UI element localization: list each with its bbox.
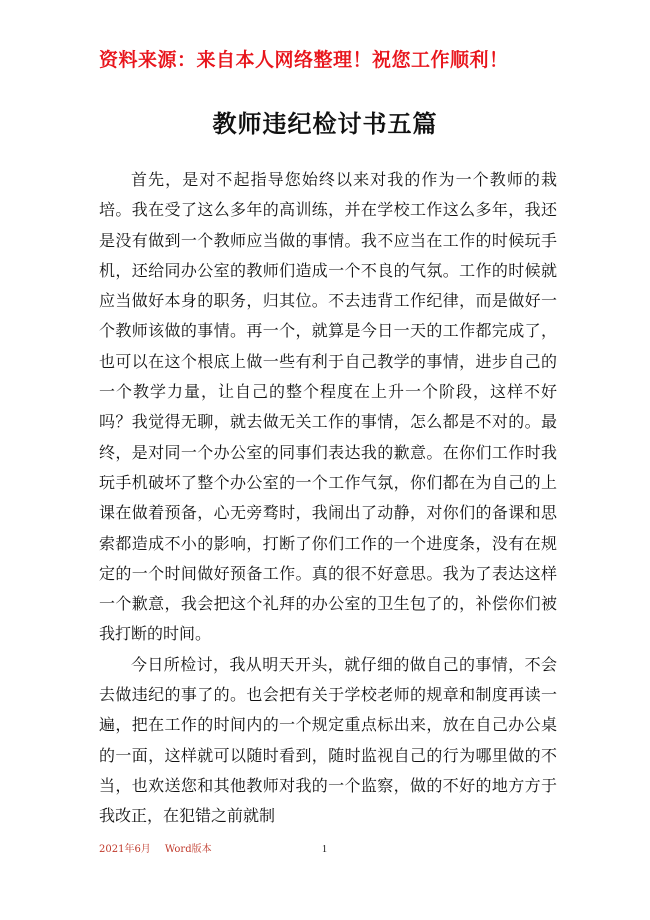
footer-date: 2021年6月: [99, 844, 151, 855]
footer-version: Word版本: [164, 844, 212, 855]
paragraph-2: 今日所检讨，我从明天开头，就仔细的做自己的事情，不会去做违纪的事了的。也会把有关于学校老师的规章和制度再读一遍，把在工作的时间内的一个规定重点标出来，放在自己办公桌的一面，这样就可以随时看到，随时监视自己的行为哪里做的不当，也欢送您和其他教师对我的一个监察，做的不好的地方方于我改正，在犯错之前就制: [99, 654, 557, 826]
page-number: 1: [322, 844, 327, 855]
document-title: 教师违纪检讨书五篇: [212, 109, 438, 138]
paragraph-1: 首先，是对不起指导您始终以来对我的作为一个教师的栽培。我在受了这么多年的高训练，并在学校工作这么多年，我还是没有做到一个教师应当做的事情。我不应当在工作的时候玩手机，还给同办公室的教师们造成一个不良的气氛。工作的时候就应当做好本身的职务，归其位。不去违背工作纪律，而是做好一个教师该做的事情。再一个，就算是今日一天的工作都完成了，也可以在这个根底上做一些有利于自己教学的事情，进步自己的一个教学力量，让自己的整个程度在上升一个阶段，这样不好吗？我觉得无聊，就去做无关工作的事情，怎么都是不对的。最终，是对同一个办公室的同事们表达我的歉意。在你们工作时我玩手机破坏了整个办公室的一个工作气氛，你们都在为自己的上课在做着预备，心无旁骛时，我闹出了动静，对你们的备课和思索都造成不小的影响，打断了你们工作的一个进度条，没有在规定的一个时间做好预备工作。真的很不好意思。我为了表达这样一个歉意，我会把这个礼拜的办公室的卫生包了的，补偿你们被我打断的时间。: [99, 170, 557, 644]
source-banner: 资料来源：来自本人网络整理！祝您工作顺利！: [99, 49, 509, 71]
page-footer: [99, 842, 557, 858]
document-body: [99, 165, 557, 832]
footer-info: [99, 842, 212, 858]
